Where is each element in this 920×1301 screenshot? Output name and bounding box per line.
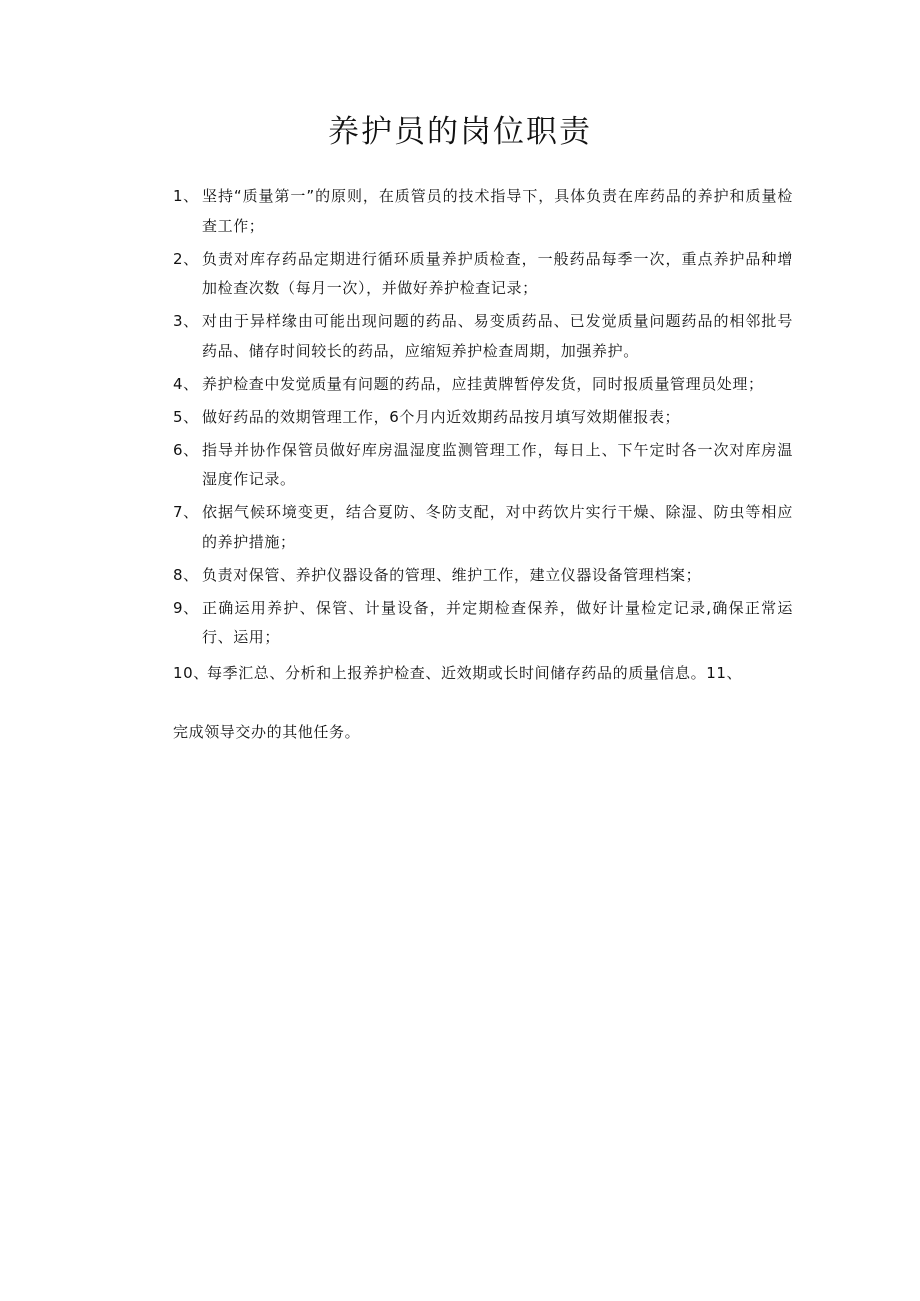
duty-list (173, 182, 793, 692)
item-number: 10、 (173, 663, 209, 682)
item-number: 1、 (173, 187, 199, 205)
item-number: 5、 (173, 407, 199, 426)
list-item (173, 561, 793, 591)
list-item (173, 659, 793, 689)
item-text: 每季汇总、分析和上报养护检查、近效期或长时间储存药品的质量信息。11、 (207, 663, 743, 682)
closing-text: 完成领导交办的其他任务。 (173, 723, 361, 741)
item-text: 正确运用养护、保管、计量设备，并定期检查保养，做好计量检定记录,确保正常运行、运用； (202, 598, 793, 646)
list-item (173, 245, 793, 304)
list-item (173, 594, 793, 653)
page-title: 养护员的岗位职责 (328, 114, 592, 150)
item-number: 9、 (173, 598, 199, 617)
item-number: 7、 (173, 503, 199, 521)
item-text: 负责对保管、养护仪器设备的管理、维护工作，建立仪器设备管理档案； (202, 565, 702, 584)
item-text: 负责对库存药品定期进行循环质量养护质检查，一般药品每季一次，重点养护品种增加检查次数（每月一次），并做好养护检查记录； (202, 249, 793, 297)
item-text: 依据气候环境变更，结合夏防、冬防支配，对中药饮片实行干燥、除湿、防虫等相应的养护措施； (202, 503, 793, 551)
list-item (173, 182, 793, 241)
list-item (173, 498, 793, 557)
item-text: 坚持“质量第一”的原则，在质管员的技术指导下，具体负责在库药品的养护和质量检查工作； (202, 187, 793, 235)
item-number: 3、 (173, 312, 199, 330)
list-item (173, 436, 793, 495)
item-text: 做好药品的效期管理工作，6个月内近效期药品按月填写效期催报表； (202, 407, 681, 426)
item-text: 对由于异样缘由可能出现问题的药品、易变质药品、已发觉质量问题药品的相邻批号药品、储存时间较长的药品，应缩短养护检查周期，加强养护。 (202, 312, 793, 360)
list-item (173, 307, 793, 366)
item-text: 指导并协作保管员做好库房温湿度监测管理工作，每日上、下午定时各一次对库房温湿度作记录。 (202, 440, 793, 488)
list-item (173, 370, 793, 400)
item-number: 2、 (173, 249, 199, 268)
item-number: 8、 (173, 565, 199, 584)
item-number: 6、 (173, 440, 199, 459)
item-text: 养护检查中发觉质量有问题的药品，应挂黄牌暂停发货，同时报质量管理员处理； (202, 374, 764, 393)
list-item (173, 403, 793, 433)
item-number: 4、 (173, 374, 199, 393)
